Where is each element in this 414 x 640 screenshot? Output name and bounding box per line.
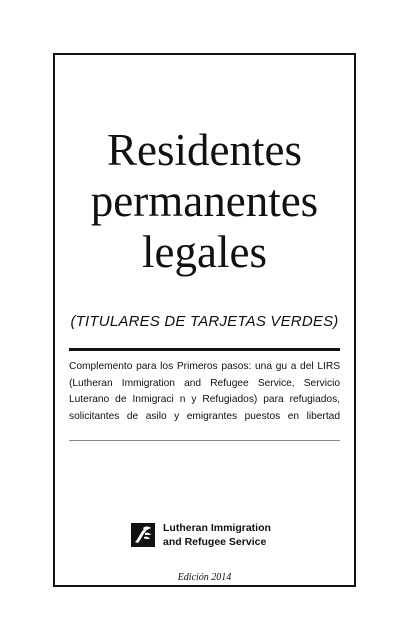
edition-label: Edición 2014 (177, 572, 232, 583)
cover-subtitle: (TITULARES DE TARJETAS VERDES) (70, 313, 339, 330)
cover-blurb (69, 359, 340, 425)
thick-divider (69, 348, 340, 351)
blurb-line-1: Complemento para los Primeros pasos: una gu a del LIRS (69, 361, 340, 372)
lirs-logo-icon (131, 523, 155, 547)
title-line-1: Residentes (107, 125, 302, 175)
lirs-logo-text (163, 521, 271, 549)
cover-frame (53, 53, 356, 587)
cover-title (55, 125, 354, 278)
logo-line-1: Lutheran Immigration (163, 522, 271, 534)
thin-divider (69, 440, 340, 441)
title-line-2: permanentes (90, 176, 319, 226)
lirs-logo (131, 521, 271, 549)
blurb-line-4: solicitantes de asilo y emigrantes puestos en libertad (69, 410, 340, 422)
blurb-line-3: Luterano de Inmigraci n y Refugiados) para refugiados, (69, 394, 340, 405)
blurb-line-2: (Lutheran Immigration and Refugee Service, Servicio (69, 377, 340, 389)
logo-line-2: and Refugee Service (163, 536, 267, 548)
title-line-3: legales (142, 227, 267, 277)
